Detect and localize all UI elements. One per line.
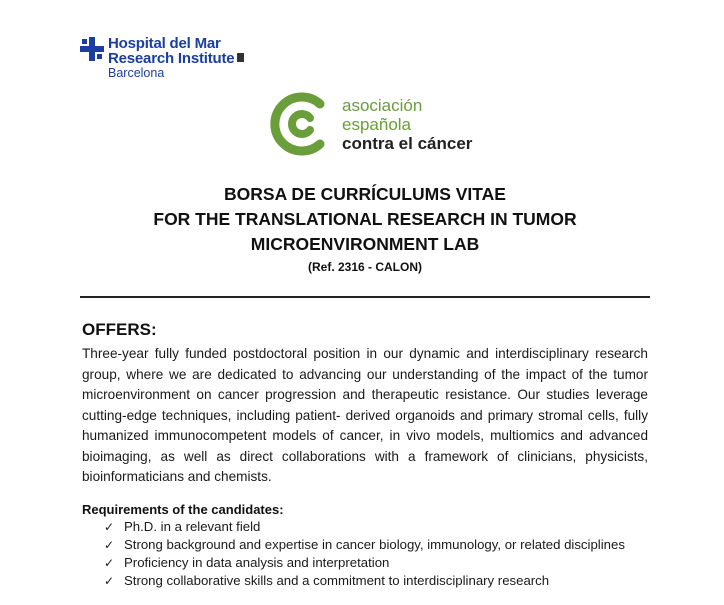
- aecc-c-icon: [270, 92, 330, 156]
- requirement-text: Ph.D. in a relevant field: [124, 519, 261, 534]
- requirements-heading: Requirements of the candidates:: [82, 502, 284, 517]
- reference-number: (Ref. 2316 - CALON): [307, 260, 423, 274]
- registered-mark-icon: [237, 53, 244, 62]
- hospital-city: Barcelona: [108, 66, 165, 80]
- offers-heading: OFFERS:: [82, 320, 157, 339]
- requirement-text: Strong collaborative skills and a commitment to interdisciplinary research: [124, 573, 550, 588]
- checkmark-icon: ✓: [104, 520, 115, 534]
- requirement-text: Proficiency in data analysis and interpretation: [124, 555, 390, 570]
- offers-paragraph: Three-year fully funded postdoctoral position in our dynamic and interdisciplinary research group, where we are dedicated to advancing our understanding of the impact of the tumor microenvironment on cancer progression and therapeutic resistance. Our studies leverage cutting-edge techniques, including patient- derived organoids and primary stromal cells, fully humanized immunocompetent models of cancer, in vivo models, multiomics and advanced bioimaging, as well as direct collaborations with a framework of clinicians, physicists, bioinformaticians and chemists.: [82, 346, 648, 484]
- list-item: [104, 536, 625, 554]
- aecc-line-1: asociación: [342, 95, 423, 115]
- aecc-line-2: española: [342, 114, 412, 134]
- requirement-text: Strong background and expertise in cancer biology, immunology, or related disciplines: [124, 537, 625, 552]
- checkmark-icon: ✓: [104, 574, 115, 588]
- hospital-del-mar-logo: [80, 36, 244, 80]
- aecc-line-3: contra el cáncer: [342, 133, 473, 153]
- list-item: [104, 554, 625, 572]
- list-item: [104, 572, 625, 590]
- title-line-1: BORSA DE CURRÍCULUMS VITAE: [224, 184, 506, 204]
- title-divider: [80, 296, 650, 298]
- hospital-cross-icon: [80, 37, 104, 61]
- aecc-logo: [270, 92, 472, 156]
- title-line-3: MICROENVIRONMENT LAB: [250, 234, 480, 254]
- title-line-2: FOR THE TRANSLATIONAL RESEARCH IN TUMOR: [153, 209, 577, 229]
- institute-name: Research Institute: [108, 50, 235, 67]
- checkmark-icon: ✓: [104, 538, 115, 552]
- hospital-name: Hospital del Mar: [108, 35, 221, 52]
- requirements-list: [104, 518, 625, 590]
- list-item: [104, 518, 625, 536]
- checkmark-icon: ✓: [104, 556, 115, 570]
- document-title: [80, 182, 650, 276]
